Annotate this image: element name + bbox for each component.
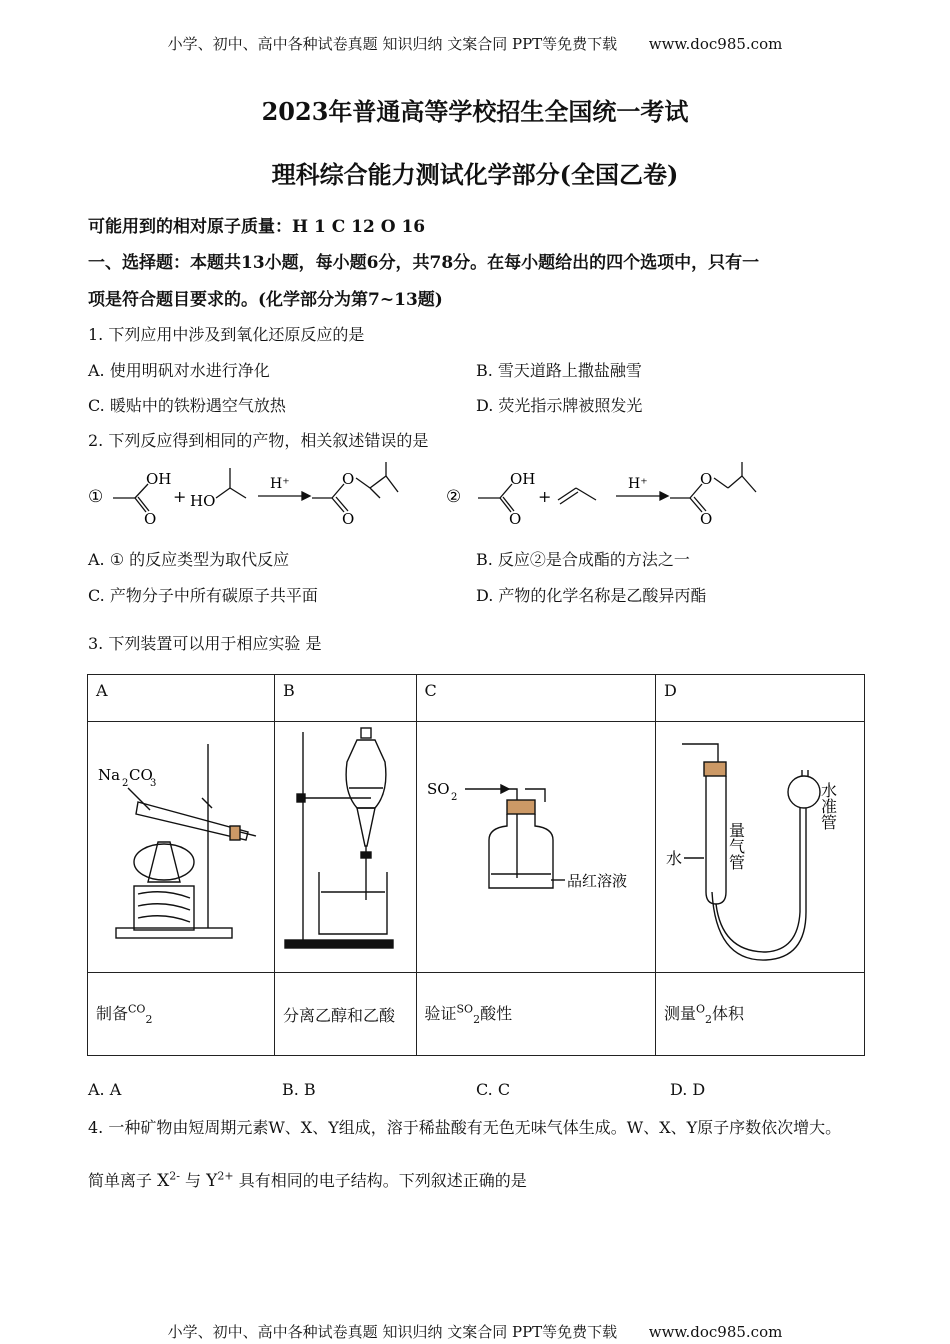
q1-option-b[interactable]: B. 雪天道路上撒盐融雪: [476, 361, 642, 380]
acetic-acid-structure-2: [478, 484, 514, 512]
col-header-c: C: [416, 675, 656, 722]
col-header-a: A: [88, 675, 275, 722]
exam-subtitle: 理科综合能力测试化学部分(全国乙卷): [271, 160, 679, 189]
catalyst-label-2: H⁺: [628, 476, 648, 492]
q1-stem: 1. 下列应用中涉及到氧化还原反应的是: [88, 325, 365, 344]
acetic-acid-structure: [113, 484, 149, 512]
isopropanol-structure: [216, 468, 246, 498]
o-label-2: O: [509, 510, 522, 528]
q2-option-c[interactable]: C. 产物分子中所有碳原子共平面: [88, 586, 318, 605]
svg-text:2: 2: [450, 792, 457, 803]
q3-option-b[interactable]: B. B: [282, 1080, 316, 1099]
col-header-b: B: [275, 675, 417, 722]
col-header-d: D: [656, 675, 865, 722]
reaction-arrow-2: [616, 492, 668, 500]
ester-o-label: O: [342, 470, 355, 488]
q1-option-a[interactable]: A. 使用明矾对水进行净化: [88, 361, 270, 380]
ester-structure-2: [670, 462, 756, 512]
oh-label: OH: [146, 470, 172, 488]
plus-sign: +: [173, 487, 187, 506]
q3-stem: 3. 下列装置可以用于相应实验 是: [88, 634, 322, 653]
caption-b: 分离乙醇和乙酸: [275, 973, 417, 1056]
svg-text:SO: SO: [426, 780, 450, 798]
svg-text:水: 水: [666, 849, 683, 868]
apparatus-b-drawing: [275, 722, 415, 968]
section-heading-2: 项是符合题目要求的。(化学部分为第7~13题): [88, 290, 443, 310]
apparatus-c: [416, 722, 656, 973]
plus-sign-2: +: [538, 487, 552, 506]
reaction-1-label: ①: [88, 487, 104, 507]
ester-o-label-2: O: [700, 470, 713, 488]
liangqiguan-label: 量气管: [726, 822, 746, 870]
ester-carbonyl-o-2: O: [700, 510, 713, 528]
ho-label: HO: [190, 492, 216, 510]
ester-carbonyl-o: O: [342, 510, 355, 528]
apparatus-a: [88, 722, 275, 973]
exam-title: 2023年普通高等学校招生全国统一考试: [261, 97, 689, 126]
apparatus-d: [656, 722, 865, 973]
apparatus-c-drawing: [417, 722, 655, 968]
svg-text:品红溶液: 品红溶液: [566, 872, 627, 890]
footer-text: 小学、初中、高中各种试卷真题 知识归纳 文案合同 PPT等免费下载: [167, 1323, 618, 1341]
q2-option-b[interactable]: B. 反应②是合成酯的方法之一: [476, 550, 690, 569]
shuizhunguan-label: 水准管: [818, 782, 838, 830]
reaction-2-label: ②: [446, 487, 462, 507]
q4-stem-line1: 4. 一种矿物由短周期元素W、X、Y组成，溶于稀盐酸有无色无味气体生成。W、X、Y原子序数依次增大。: [88, 1118, 842, 1137]
q3-option-d[interactable]: D. D: [670, 1080, 706, 1099]
svg-text:CO: CO: [129, 766, 153, 784]
o-label: O: [144, 510, 157, 528]
page-footer: [0, 1321, 950, 1342]
header-site[interactable]: www.doc985.com: [648, 35, 783, 53]
q1-option-c[interactable]: C. 暖贴中的铁粉遇空气放热: [88, 396, 286, 415]
q2-option-d[interactable]: D. 产物的化学名称是乙酸异丙酯: [476, 586, 707, 605]
q2-stem: 2. 下列反应得到相同的产物，相关叙述错误的是: [88, 431, 429, 450]
q3-option-a[interactable]: A. A: [88, 1080, 122, 1099]
header-text: 小学、初中、高中各种试卷真题 知识归纳 文案合同 PPT等免费下载: [167, 35, 618, 53]
q3-option-c[interactable]: C. C: [476, 1080, 511, 1099]
svg-text:2: 2: [122, 778, 129, 789]
apparatus-b: [275, 722, 417, 973]
footer-site[interactable]: www.doc985.com: [648, 1323, 783, 1341]
propene-structure: [558, 488, 596, 504]
reaction-arrow-1: [258, 492, 310, 500]
reaction-schemes: [80, 462, 770, 532]
svg-text:Na: Na: [98, 766, 121, 784]
ester-structure: [312, 462, 398, 512]
catalyst-label: H⁺: [270, 476, 290, 492]
section-heading-1: 一、选择题：本题共13小题，每小题6分，共78分。在每小题给出的四个选项中，只有一: [88, 253, 760, 273]
atomic-masses: 可能用到的相对原子质量：H 1 C 12 O 16: [88, 217, 426, 237]
q4-stem-line2: 简单离子 $X^{2-}$ 与 $Y^{2+}$ 具有相同的电子结构。下列叙述正确的是: [88, 1169, 527, 1191]
page-header: [0, 33, 950, 54]
caption-a: 制备$^{CO}_2$: [88, 973, 275, 1056]
caption-c: 验证$^{SO}_2$酸性: [416, 973, 656, 1056]
q1-option-d[interactable]: D. 荧光指示牌被照发光: [476, 396, 643, 415]
apparatus-d-drawing: [656, 722, 864, 968]
q2-option-a[interactable]: A. ① 的反应类型为取代反应: [88, 550, 290, 569]
apparatus-a-drawing: [88, 722, 274, 968]
apparatus-table: [87, 674, 865, 1056]
caption-d: 测量$^O_2$体积: [656, 973, 865, 1056]
svg-text:3: 3: [150, 778, 157, 789]
oh-label-2: OH: [510, 470, 536, 488]
